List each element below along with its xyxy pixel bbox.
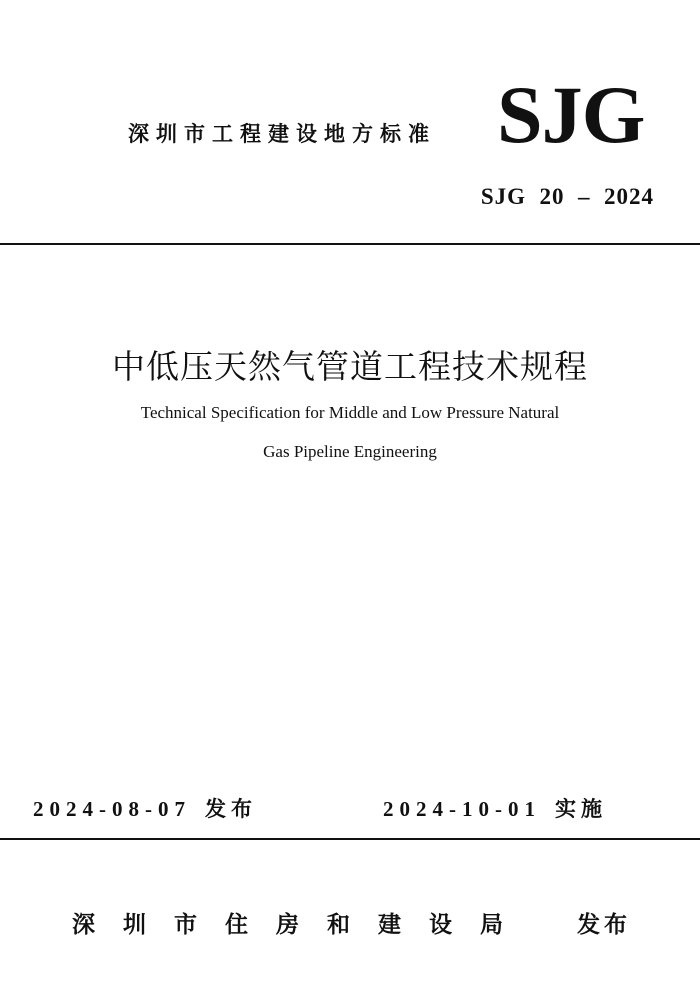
implementation-date: 2024-10-01 — [383, 797, 541, 821]
document-title-chinese: 中低压天然气管道工程技术规程 — [112, 347, 588, 386]
document-title-english-line-1: Technical Specification for Middle and Low Pressure Natural — [140, 403, 560, 422]
top-divider — [0, 243, 700, 245]
bottom-divider — [0, 838, 700, 840]
implementation-label: 实施 — [555, 797, 607, 821]
issue-date: 2024-08-07 — [33, 797, 191, 821]
standard-category: 深圳市工程建设地方标准 — [128, 122, 436, 146]
standard-logo: SJG — [497, 69, 645, 160]
issuing-action: 发布 — [577, 912, 631, 938]
issuing-authority: 深圳市住房和建设局 — [72, 912, 531, 938]
implementation-date-line — [383, 793, 607, 823]
document-title-english-line-2: Gas Pipeline Engineering — [263, 442, 437, 461]
issue-label: 发布 — [205, 797, 257, 821]
issue-date-line — [33, 793, 257, 823]
standard-number: SJG 20 – 2024 — [480, 184, 654, 209]
